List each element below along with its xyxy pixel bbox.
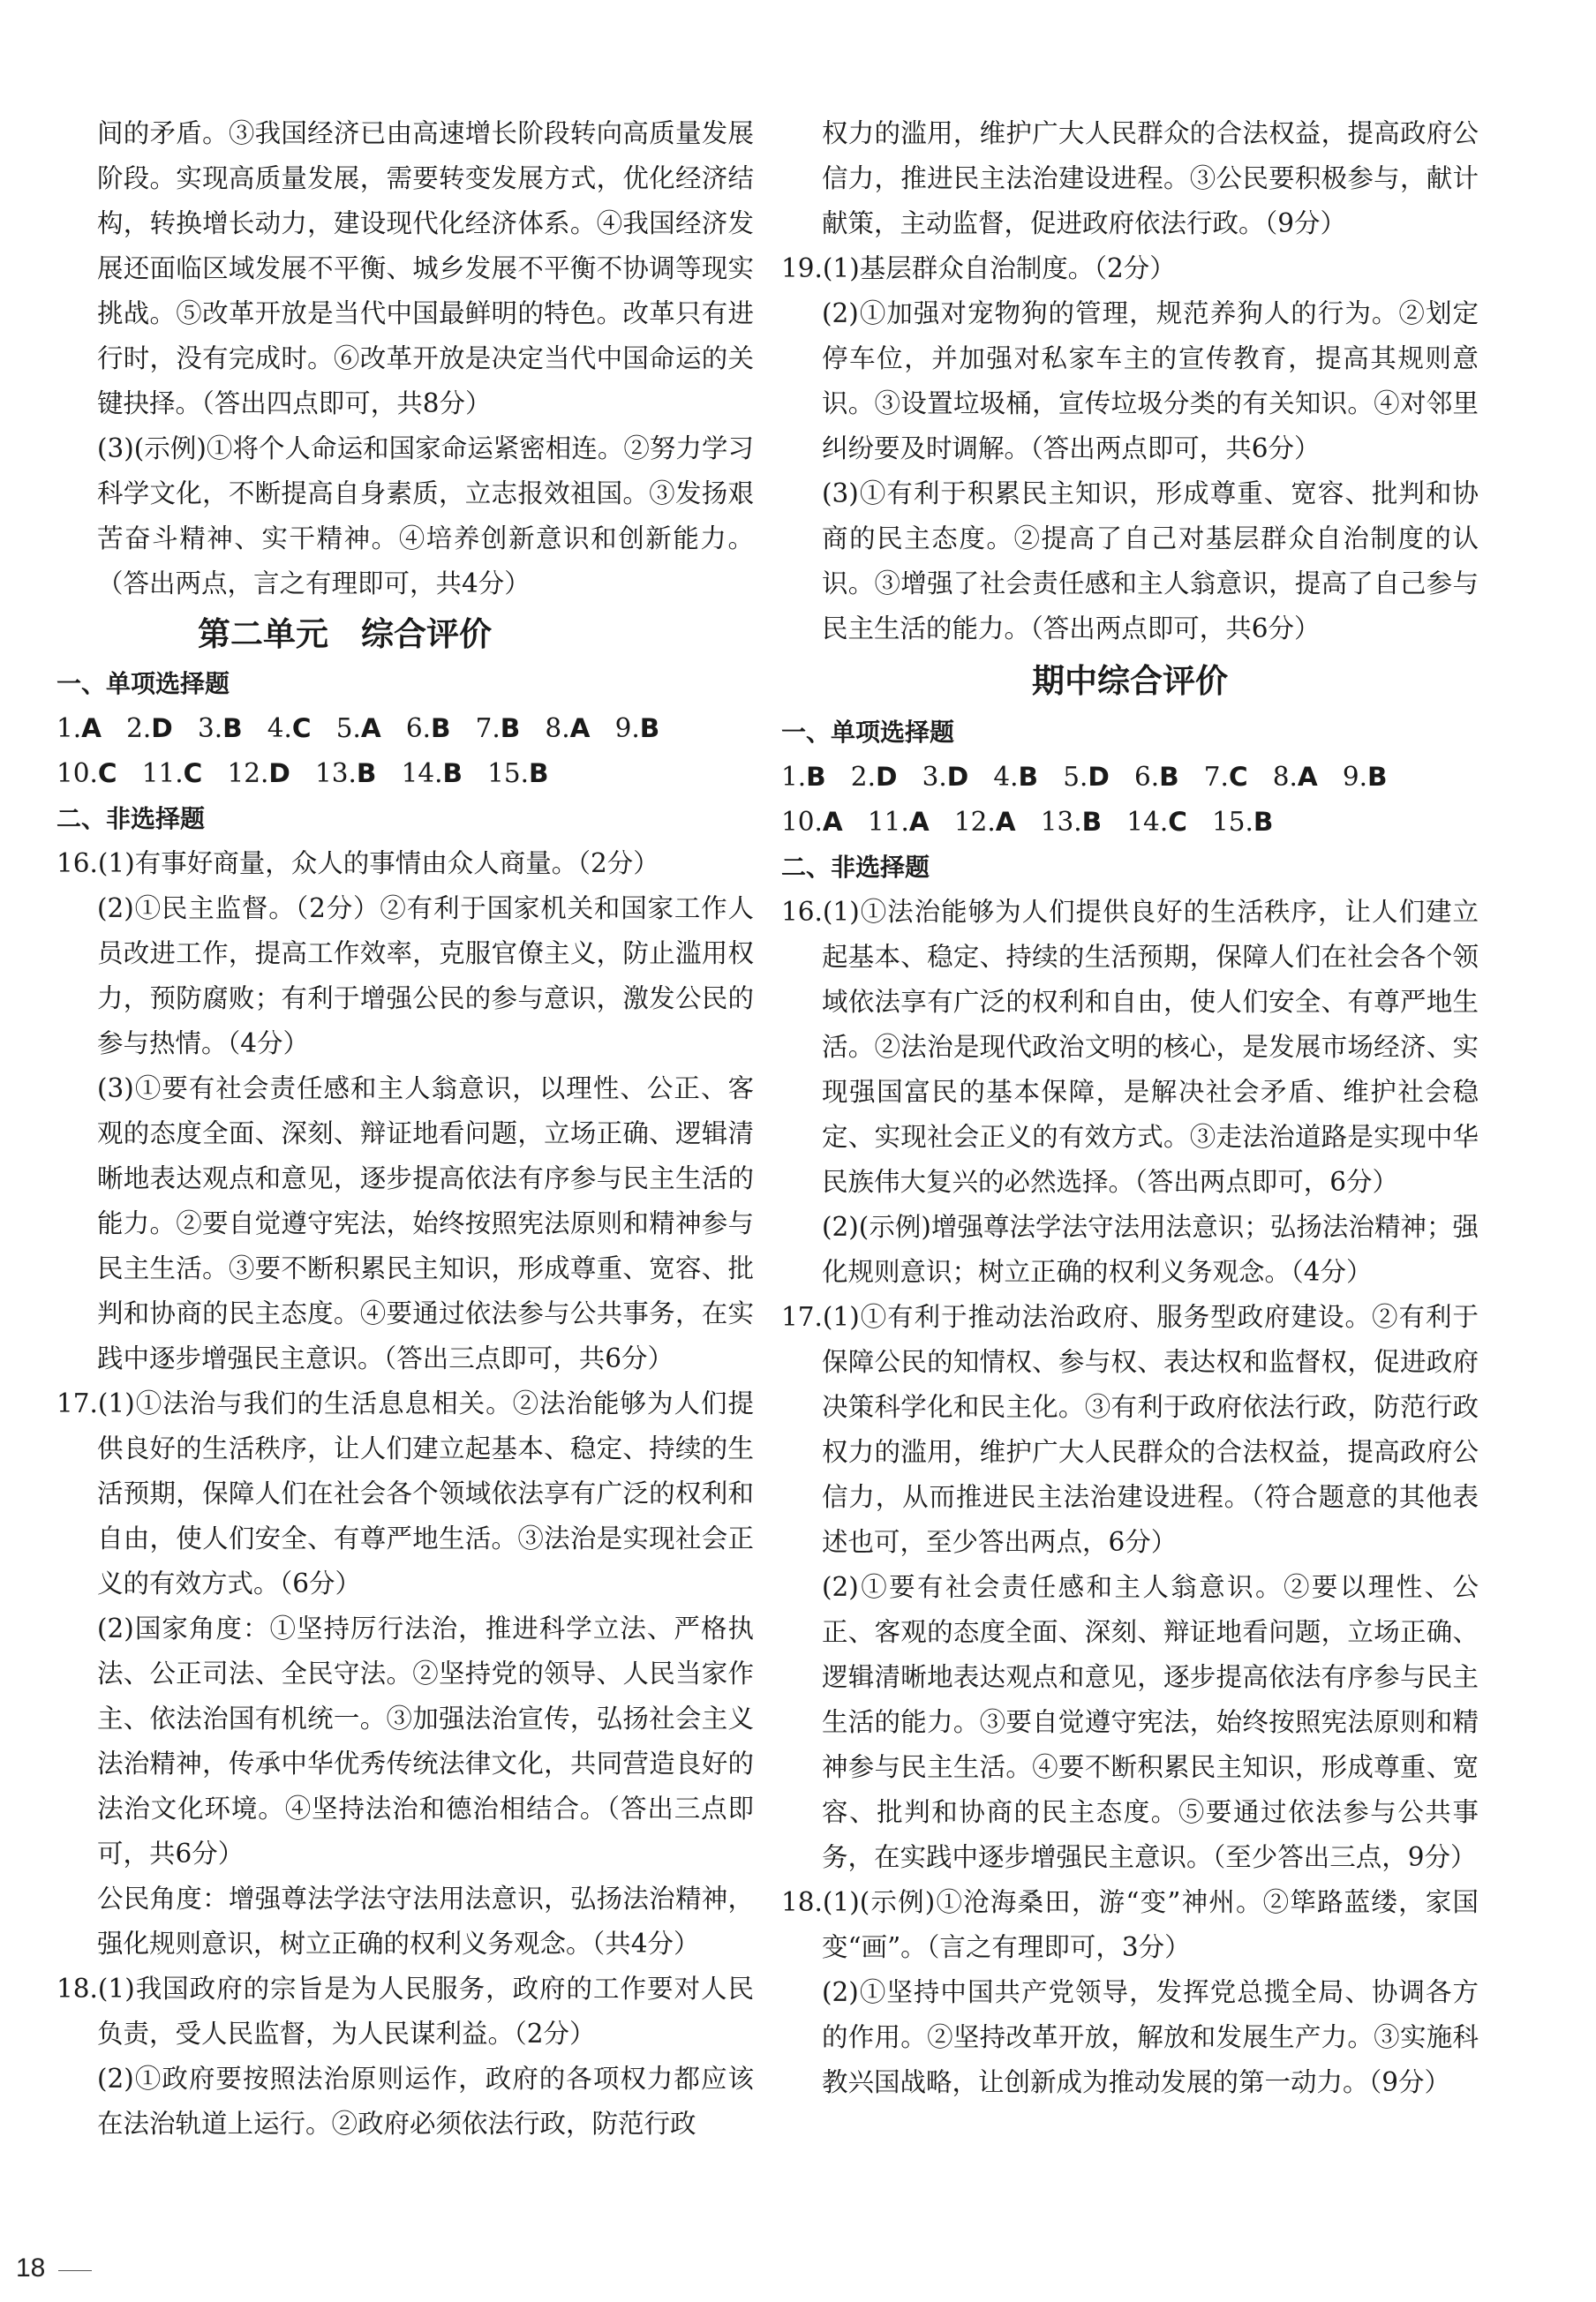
- answer-19-2: (2)①加强对宠物狗的管理，规范养狗人的行为。②划定停车位，并加强对私家车主的宣传教育，提高其规则意识。③设置垃圾桶，宣传垃圾分类的有关知识。④对邻里纠纷要及时调解。（答出两点即可，共6分）: [822, 298, 1479, 463]
- answer-item: 3.D: [922, 762, 969, 792]
- answer-18-1: 18.(1)我国政府的宗旨是为人民服务，政府的工作要对人民负责，受人民监督，为人民谋利益。（2分）: [56, 1974, 754, 2049]
- answer-item: 13.B: [315, 758, 377, 788]
- answer-item: 10.A: [781, 807, 843, 837]
- answer-17-2: (2)①要有社会责任感和主人翁意识。②要以理性、公正、客观的态度全面、深刻、辩证地看问题，立场正确、逻辑清晰地表达观点和意见，逐步提高依法有序参与民主生活的能力。③要自觉遵守宪法，始终按照宪法原则和精神参与民主生活。④要不断积累民主知识，形成尊重、宽容、批判和协商的民主态度。⑤要通过依法参与公共事务，在实践中逐步增强民主意识。（至少答出三点，9分）: [822, 1572, 1479, 1872]
- answer-item: 6.B: [405, 713, 451, 743]
- answer-16-2: (2)(示例)增强尊法学法守法用法意识；弘扬法治精神；强化规则意识；树立正确的权利义务观念。（4分）: [822, 1212, 1479, 1287]
- answer-item: 10.C: [56, 758, 117, 788]
- section-heading-choice: 一、单项选择题: [56, 669, 230, 698]
- answer-18-2: (2)①政府要按照法治原则运作，政府的各项权力都应该在法治轨道上运行。②政府必须依法行政，防范行政: [97, 2064, 754, 2139]
- answer-item: 9.B: [1342, 762, 1388, 792]
- answer-19-3: (3)①有利于积累民主知识，形成尊重、宽容、批判和协商的民主态度。②提高了自己对基层群众自治制度的认识。③增强了社会责任感和主人翁意识，提高了自己参与民主生活的能力。（答出两点即可，共6分）: [822, 478, 1479, 643]
- answer-17-citizen: 公民角度：增强尊法学法守法用法意识，弘扬法治精神，强化规则意识，树立正确的权利义务观念。（共4分）: [97, 1884, 754, 1959]
- answer-18-2: (2)①坚持中国共产党领导，发挥党总揽全局、协调各方的作用。②坚持改革开放，解放和发展生产力。③实施科教兴国战略，让创新成为推动发展的第一动力。（9分）: [822, 1977, 1479, 2097]
- answer-item: 1.B: [781, 762, 826, 792]
- answer-16-1: 16.(1)①法治能够为人们提供良好的生活秩序，让人们建立起基本、稳定、持续的生活预期，保障人们在社会各个领域依法享有广泛的权利和自由，使人们安全、有尊严地生活。②法治是现代政治文明的核心，是发展市场经济、实现强国富民的基本保障，是解决社会矛盾、维护社会稳定、实现社会正义的有效方式。③走法治道路是实现中华民族伟大复兴的必然选择。（答出两点即可，6分）: [781, 897, 1479, 1197]
- section-heading-nonchoice: 二、非选择题: [781, 853, 930, 882]
- answer-continuation: 权力的滥用，维护广大人民群众的合法权益，提高政府公信力，推进民主法治建设进程。③公民要积极参与，献计献策，主动监督，促进政府依法行政。（9分）: [822, 118, 1479, 238]
- answer-item: 4.B: [993, 762, 1039, 792]
- choice-answers-row-1: [56, 706, 754, 751]
- answer-item: 7.B: [475, 713, 521, 743]
- answer-continuation: 间的矛盾。③我国经济已由高速增长阶段转向高质量发展阶段。实现高质量发展，需要转变发展方式，优化经济结构，转换增长动力，建设现代化经济体系。④我国经济发展还面临区域发展不平衡、城乡发展不平衡不协调等现实挑战。⑤改革开放是当代中国最鲜明的特色。改革只有进行时，没有完成时。⑥改革开放是决定当代中国命运的关键抉择。（答出四点即可，共8分）: [97, 118, 754, 418]
- answer-item: 6.B: [1133, 762, 1179, 792]
- answer-item: 5.A: [335, 713, 381, 743]
- right-column: [781, 111, 1479, 2105]
- answer-item: 7.C: [1203, 762, 1248, 792]
- answer-item: 12.A: [953, 807, 1016, 837]
- answer-16-2: (2)①民主监督。（2分）②有利于国家机关和国家工作人员改进工作，提高工作效率，克服官僚主义，防止滥用权力，预防腐败；有利于增强公民的参与意识，激发公民的参与热情。（4分）: [97, 893, 754, 1058]
- answer-item: 13.B: [1040, 807, 1103, 837]
- answer-item: 15.B: [1212, 807, 1274, 837]
- answer-19-1: 19.(1)基层群众自治制度。（2分）: [781, 253, 1176, 283]
- left-column: [56, 111, 754, 2147]
- answer-item: 14.B: [401, 758, 463, 788]
- answer-item: 8.A: [545, 713, 591, 743]
- section-heading-choice: 一、单项选择题: [781, 718, 955, 747]
- answer-17-1: 17.(1)①有利于推动法治政府、服务型政府建设。②有利于保障公民的知情权、参与权、表达权和监督权，促进政府决策科学化和民主化。③有利于政府依法行政，防范行政权力的滥用，维护广大人民群众的合法权益，提高政府公信力，从而推进民主法治建设进程。（符合题意的其他表述也可，至少答出两点，6分）: [781, 1302, 1479, 1557]
- answer-item: 15.B: [487, 758, 549, 788]
- midterm-title: 期中综合评价: [1032, 661, 1228, 700]
- answer-16-1: 16.(1)有事好商量，众人的事情由众人商量。（2分）: [56, 848, 659, 878]
- choice-answers-row-2: [781, 800, 1479, 845]
- answer-item: 3.B: [197, 713, 243, 743]
- answer-17-2: (2)国家角度：①坚持厉行法治，推进科学立法、严格执法、公正司法、全民守法。②坚持党的领导、人民当家作主、依法治国有机统一。③加强法治宣传，弘扬社会主义法治精神，传承中华优秀传统法律文化，共同营造良好的法治文化环境。④坚持法治和德治相结合。（答出三点即可，共6分）: [97, 1614, 754, 1869]
- answer-item: 2.D: [126, 713, 173, 743]
- answer-16-3: (3)①要有社会责任感和主人翁意识，以理性、公正、客观的态度全面、深刻、辩证地看问题，立场正确、逻辑清晰地表达观点和意见，逐步提高依法有序参与民主生活的能力。②要自觉遵守宪法，始终按照宪法原则和精神参与民主生活。③要不断积累民主知识，形成尊重、宽容、批判和协商的民主态度。④要通过依法参与公共事务，在实践中逐步增强民主意识。（答出三点即可，共6分）: [97, 1073, 754, 1373]
- answer-item: 14.C: [1126, 807, 1187, 837]
- answer-item: 1.A: [56, 713, 102, 743]
- answer-item: 11.C: [141, 758, 203, 788]
- answer-18-1: 18.(1)(示例)①沧海桑田，游“变”神州。②筚路蓝缕，家国变“画”。（言之有理即可，3分）: [781, 1887, 1479, 1962]
- choice-answers-row-2: [56, 751, 754, 796]
- answer-item: 8.A: [1272, 762, 1318, 792]
- answer-17-1: 17.(1)①法治与我们的生活息息相关。②法治能够为人们提供良好的生活秩序，让人们建立起基本、稳定、持续的生活预期，保障人们在社会各个领域依法享有广泛的权利和自由，使人们安全、有尊严地生活。③法治是实现社会正义的有效方式。（6分）: [56, 1388, 754, 1599]
- answer-item: 4.C: [267, 713, 312, 743]
- page-number-rule: [58, 2270, 92, 2271]
- section-heading-nonchoice: 二、非选择题: [56, 804, 206, 833]
- answer-item: 11.A: [867, 807, 930, 837]
- answer-item: 5.D: [1063, 762, 1110, 792]
- answer-item: 9.B: [614, 713, 660, 743]
- unit-title: 第二单元 综合评价: [198, 614, 492, 653]
- answer-item: 12.D: [227, 758, 290, 788]
- page-number: 18: [16, 2253, 46, 2283]
- choice-answers-row-1: [781, 755, 1479, 800]
- answer-item: 2.D: [850, 762, 898, 792]
- answer-q3: (3)(示例)①将个人命运和国家命运紧密相连。②努力学习科学文化，不断提高自身素质，立志报效祖国。③发扬艰苦奋斗精神、实干精神。④培养创新意识和创新能力。（答出两点，言之有理即可，共4分）: [97, 433, 754, 598]
